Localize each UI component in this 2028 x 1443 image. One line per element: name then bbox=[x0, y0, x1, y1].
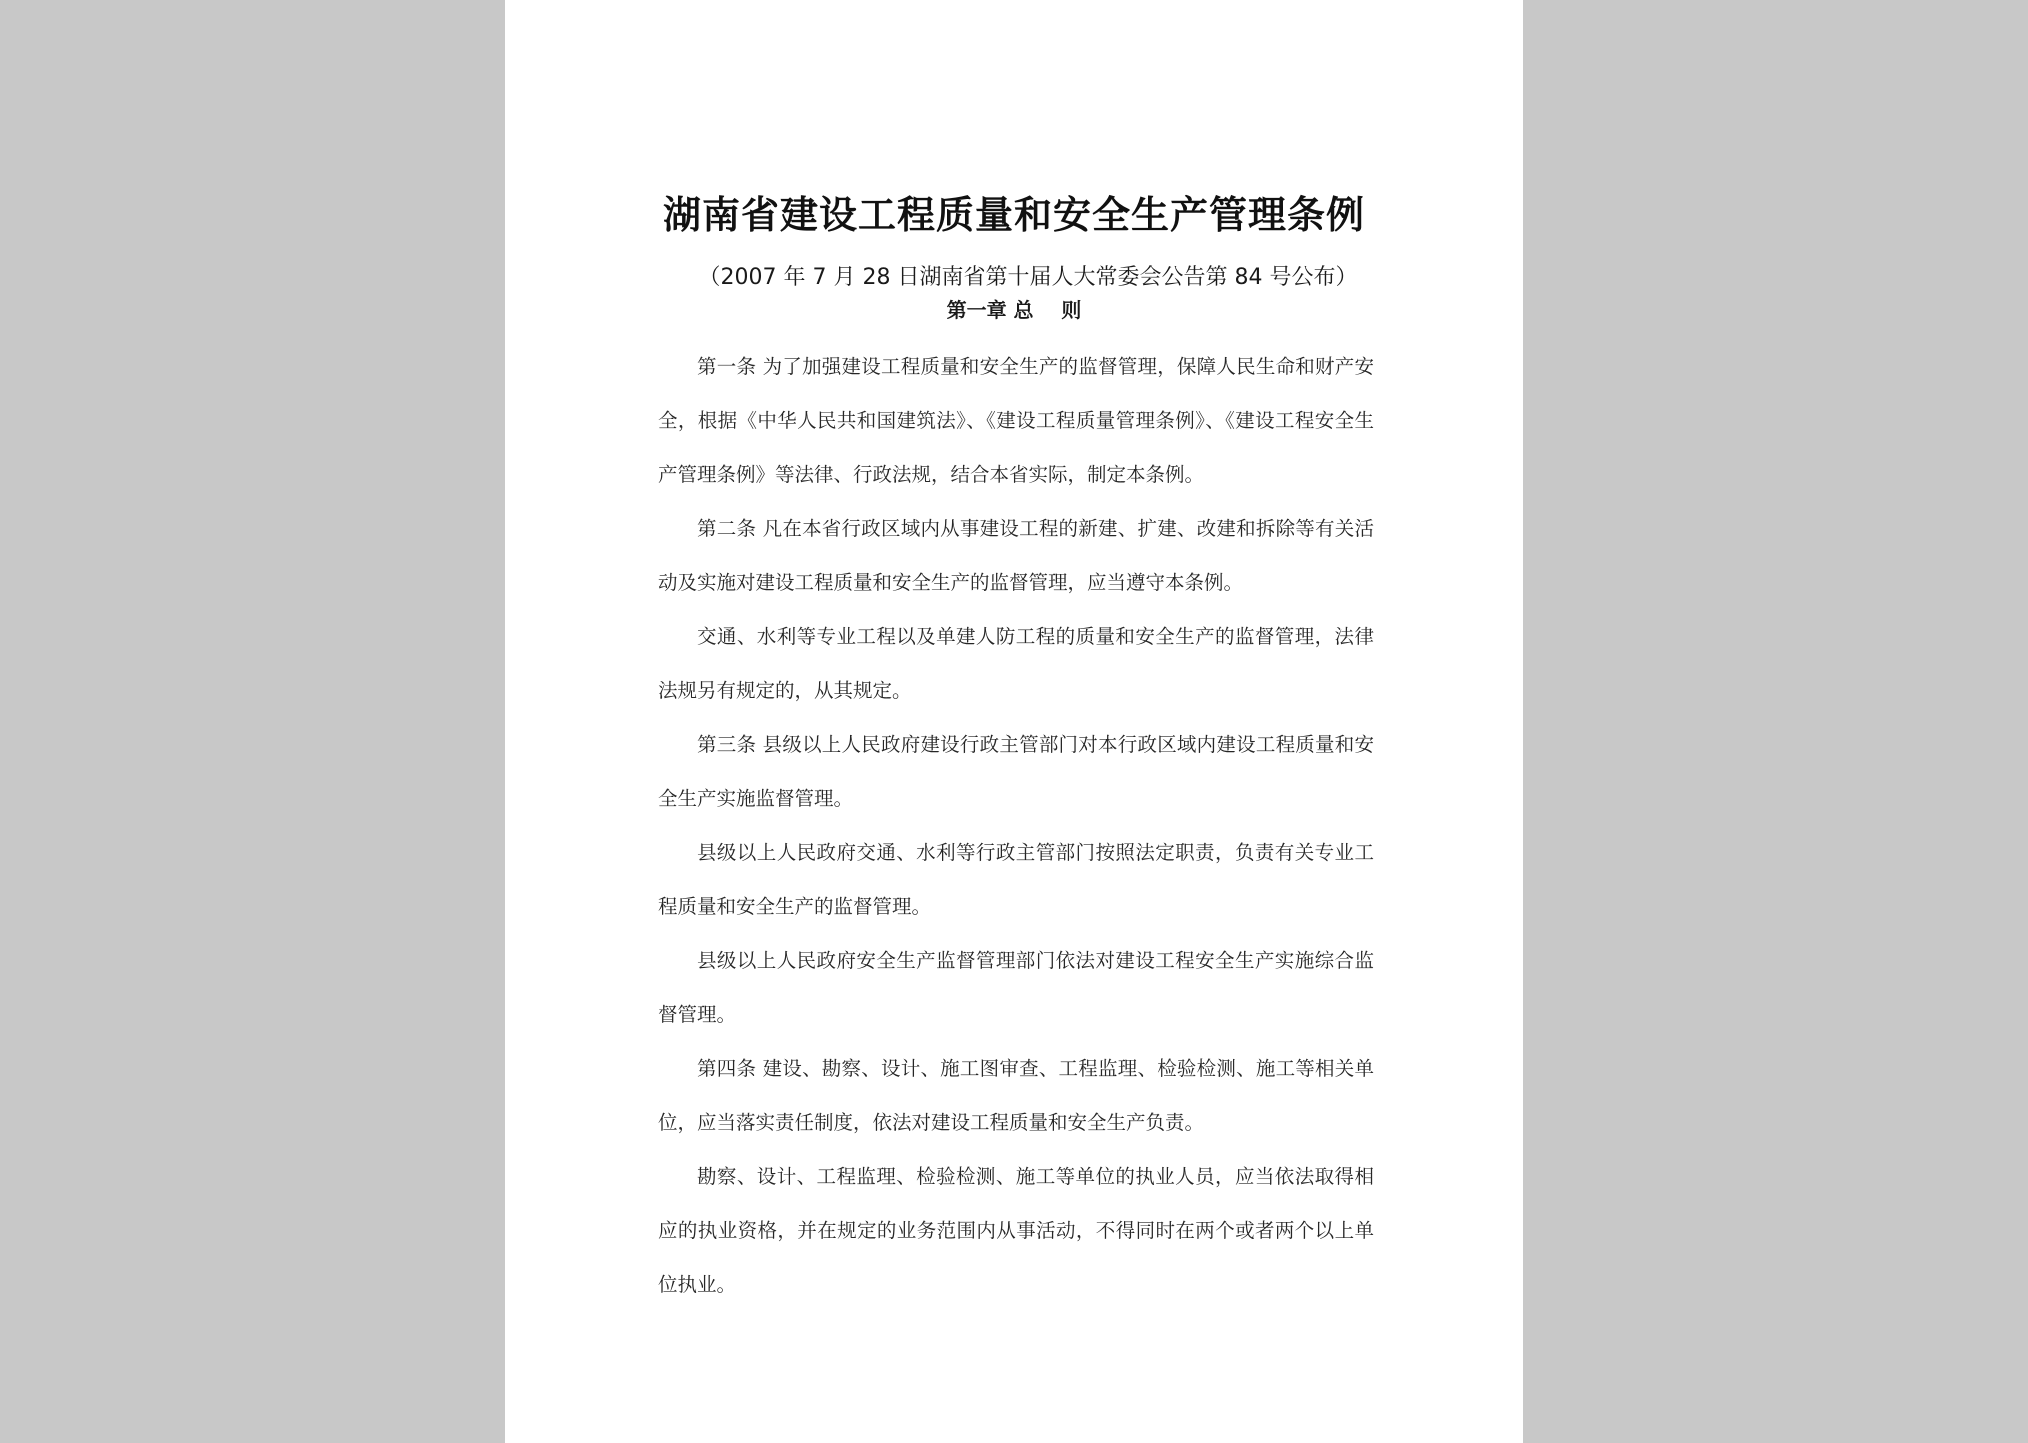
paragraph-article-3-clause-2: 县级以上人民政府交通、水利等行政主管部门按照法定职责，负责有关专业工程质量和安全生产的监督管理。 bbox=[658, 841, 1374, 918]
document-subtitle: （2007 年 7 月 28 日湖南省第十届人大常委会公告第 84 号公布） bbox=[698, 265, 1358, 290]
document-title: 湖南省建设工程质量和安全生产管理条例 bbox=[662, 192, 1365, 237]
document-body bbox=[658, 340, 1374, 1312]
paragraph-article-1: 第一条 为了加强建设工程质量和安全生产的监督管理，保障人民生命和财产安全，根据《中华人民共和国建筑法》、《建设工程质量管理条例》、《建设工程安全生产管理条例》等法律、行政法规，结合本省实际，制定本条例。 bbox=[658, 355, 1374, 486]
paragraph-article-4-clause-2: 勘察、设计、工程监理、检验检测、施工等单位的执业人员，应当依法取得相应的执业资格，并在规定的业务范围内从事活动，不得同时在两个或者两个以上单位执业。 bbox=[658, 1165, 1374, 1296]
paragraph-article-3: 第三条 县级以上人民政府建设行政主管部门对本行政区域内建设工程质量和安全生产实施监督管理。 bbox=[658, 733, 1374, 810]
paragraph-article-4: 第四条 建设、勘察、设计、施工图审查、工程监理、检验检测、施工等相关单位，应当落实责任制度，依法对建设工程质量和安全生产负责。 bbox=[658, 1057, 1374, 1134]
paragraph-article-2: 第二条 凡在本省行政区域内从事建设工程的新建、扩建、改建和拆除等有关活动及实施对建设工程质量和安全生产的监督管理，应当遵守本条例。 bbox=[658, 517, 1374, 594]
chapter-heading: 第一章 总 则 bbox=[946, 298, 1082, 322]
document-page bbox=[505, 0, 1523, 1443]
paragraph-article-2-clause-2: 交通、水利等专业工程以及单建人防工程的质量和安全生产的监督管理，法律法规另有规定的，从其规定。 bbox=[658, 625, 1374, 702]
paragraph-article-3-clause-3: 县级以上人民政府安全生产监督管理部门依法对建设工程安全生产实施综合监督管理。 bbox=[658, 949, 1374, 1026]
